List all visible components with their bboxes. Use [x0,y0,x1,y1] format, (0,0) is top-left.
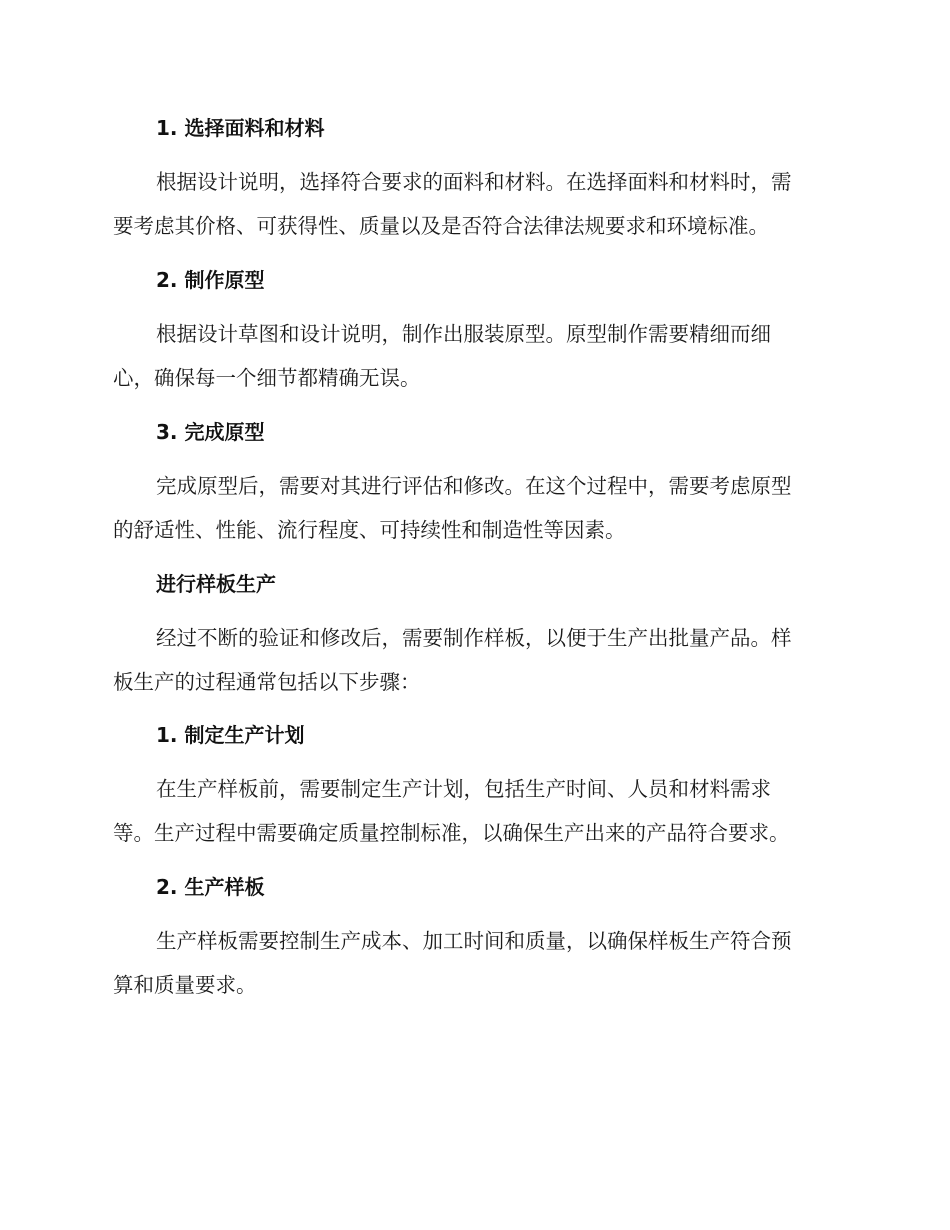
section-paragraph [113,312,833,400]
section-heading: 2. 制作原型 [156,268,265,292]
section-paragraph [113,919,833,1007]
section-heading: 进行样板生产 [156,572,276,596]
paragraph-line: 生产样板需要控制生产成本、加工时间和质量，以确保样板生产符合预 [156,929,792,953]
section-paragraph [113,616,833,704]
paragraph-line: 算和质量要求。 [113,973,257,997]
section-heading: 1. 选择面料和材料 [156,116,325,140]
paragraph-line: 心，确保每一个细节都精确无误。 [113,366,421,390]
paragraph-line: 要考虑其价格、可获得性、质量以及是否符合法律法规要求和环境标准。 [113,214,769,238]
paragraph-line: 完成原型后，需要对其进行评估和修改。在这个过程中，需要考虑原型 [156,474,792,498]
section-paragraph [113,767,833,855]
section-paragraph [113,160,833,248]
paragraph-line: 板生产的过程通常包括以下步骤： [113,670,421,694]
section-paragraph [113,464,833,552]
paragraph-line: 等。生产过程中需要确定质量控制标准，以确保生产出来的产品符合要求。 [113,821,790,845]
section-heading: 2. 生产样板 [156,875,265,899]
paragraph-line: 根据设计草图和设计说明，制作出服装原型。原型制作需要精细而细 [156,322,771,346]
paragraph-line: 在生产样板前，需要制定生产计划，包括生产时间、人员和材料需求 [156,777,771,801]
paragraph-line: 经过不断的验证和修改后，需要制作样板，以便于生产出批量产品。样 [156,626,792,650]
paragraph-line: 的舒适性、性能、流行程度、可持续性和制造性等因素。 [113,518,626,542]
paragraph-line: 根据设计说明，选择符合要求的面料和材料。在选择面料和材料时，需 [156,170,792,194]
section-heading: 1. 制定生产计划 [156,723,305,747]
section-heading: 3. 完成原型 [156,420,265,444]
